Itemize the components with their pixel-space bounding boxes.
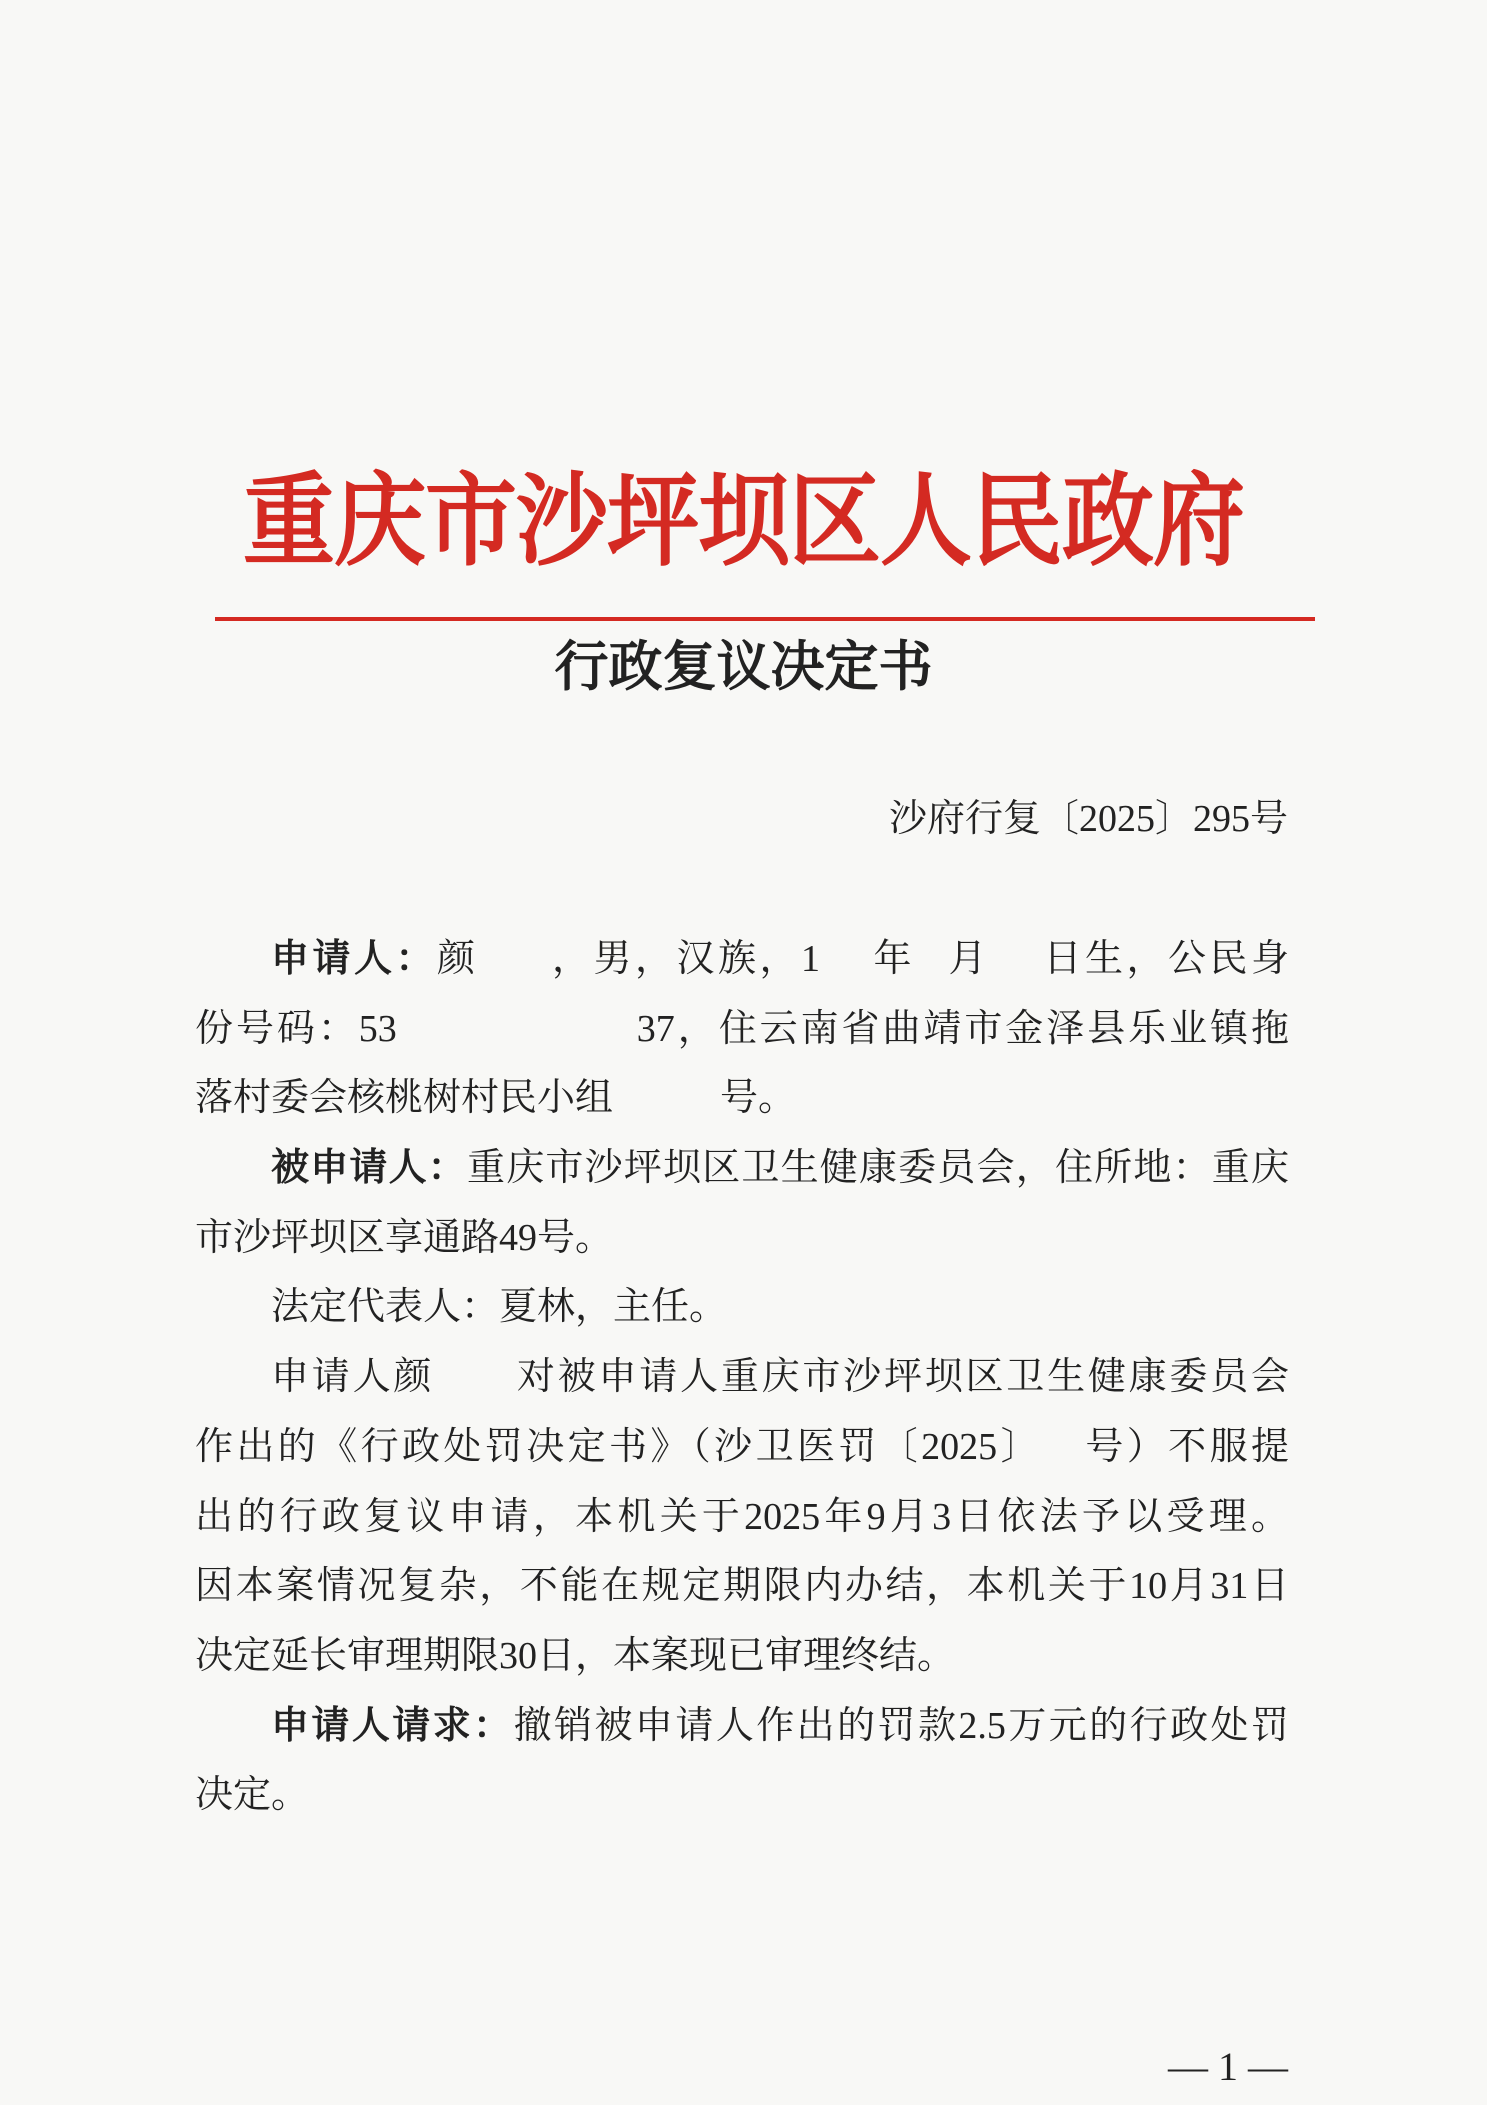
procedure-line-5 — [195, 1622, 1289, 1692]
applicant-label: 申请人： — [271, 938, 437, 980]
applicant-address: 落村委会核桃树村民小组 — [195, 1077, 614, 1120]
procedure-acceptance: 出的行政复议申请，本机关于2025年9月3日依法予以受理。 — [195, 1495, 1289, 1538]
applicant-info: ，男，汉族，1 — [548, 938, 820, 980]
respondent-label: 被申请人： — [271, 1147, 467, 1190]
procedure-line-2 — [195, 1413, 1289, 1483]
request-text: 撤销被申请人作出的罚款2.5万元的行政处罚 — [513, 1704, 1289, 1747]
redaction-gap — [397, 1040, 637, 1041]
applicant-birth-month: 月 — [944, 938, 990, 980]
redaction-gap — [820, 970, 870, 971]
procedure-respondent: 对被申请人重庆市沙坪坝区卫生健康委员会 — [514, 1356, 1289, 1399]
procedure-conclusion: 决定延长审理期限30日，本案现已审理终结。 — [195, 1634, 956, 1677]
request-line-1 — [195, 1692, 1289, 1762]
procedure-line-4 — [195, 1552, 1289, 1622]
document-body — [195, 925, 1289, 1831]
procedure-applicant: 申请人颜 — [271, 1356, 435, 1399]
applicant-line-3 — [195, 1064, 1289, 1134]
issuer-title: 重庆市沙坪坝区人民政府 — [242, 465, 1244, 579]
procedure-line-1 — [195, 1343, 1289, 1413]
applicant-id-end-address: 37，住云南省曲靖市金泽县乐业镇拖 — [636, 1007, 1289, 1050]
procedure-line-3 — [195, 1483, 1289, 1553]
procedure-decision-ref: 作出的《行政处罚决定书》（沙卫医罚〔2025〕 — [195, 1425, 1042, 1468]
request-line-2 — [195, 1761, 1289, 1831]
document-number: 沙府行复〔2025〕295号 — [888, 798, 1288, 840]
applicant-id-start: 份号码：53 — [195, 1007, 397, 1050]
redaction-gap — [990, 970, 1040, 971]
applicant-birth-year: 年 — [869, 938, 915, 980]
respondent-line-2 — [195, 1204, 1289, 1274]
request-text-end: 决定。 — [195, 1774, 310, 1817]
respondent-line-1 — [195, 1134, 1289, 1204]
applicant-birth-rest: 日生，公民身 — [1039, 938, 1289, 980]
redaction-gap — [915, 970, 945, 971]
procedure-extension: 因本案情况复杂，不能在规定期限内办结，本机关于10月31日 — [195, 1565, 1289, 1608]
respondent-text: 重庆市沙坪坝区卫生健康委员会，住所地：重庆 — [467, 1147, 1289, 1190]
applicant-address-end: 号。 — [720, 1077, 797, 1120]
respondent-address: 市沙坪坝区享通路49号。 — [195, 1216, 614, 1259]
legal-representative-line — [195, 1273, 1289, 1343]
applicant-line-1 — [195, 925, 1289, 995]
redaction-gap — [478, 970, 548, 971]
redaction-gap — [613, 1109, 720, 1110]
redaction-gap — [434, 1388, 514, 1389]
red-header-rule — [215, 617, 1315, 621]
document-type-heading: 行政复议决定书 — [554, 637, 933, 697]
page-number: — 1 — — [1168, 2044, 1288, 2089]
request-label: 申请人请求： — [271, 1704, 514, 1747]
redaction-gap — [1042, 1458, 1082, 1459]
procedure-decision-ref-end: 号）不服提 — [1081, 1425, 1289, 1468]
applicant-line-2 — [195, 995, 1289, 1065]
applicant-name: 颜 — [436, 938, 479, 980]
legal-representative: 法定代表人：夏林，主任。 — [271, 1286, 728, 1329]
